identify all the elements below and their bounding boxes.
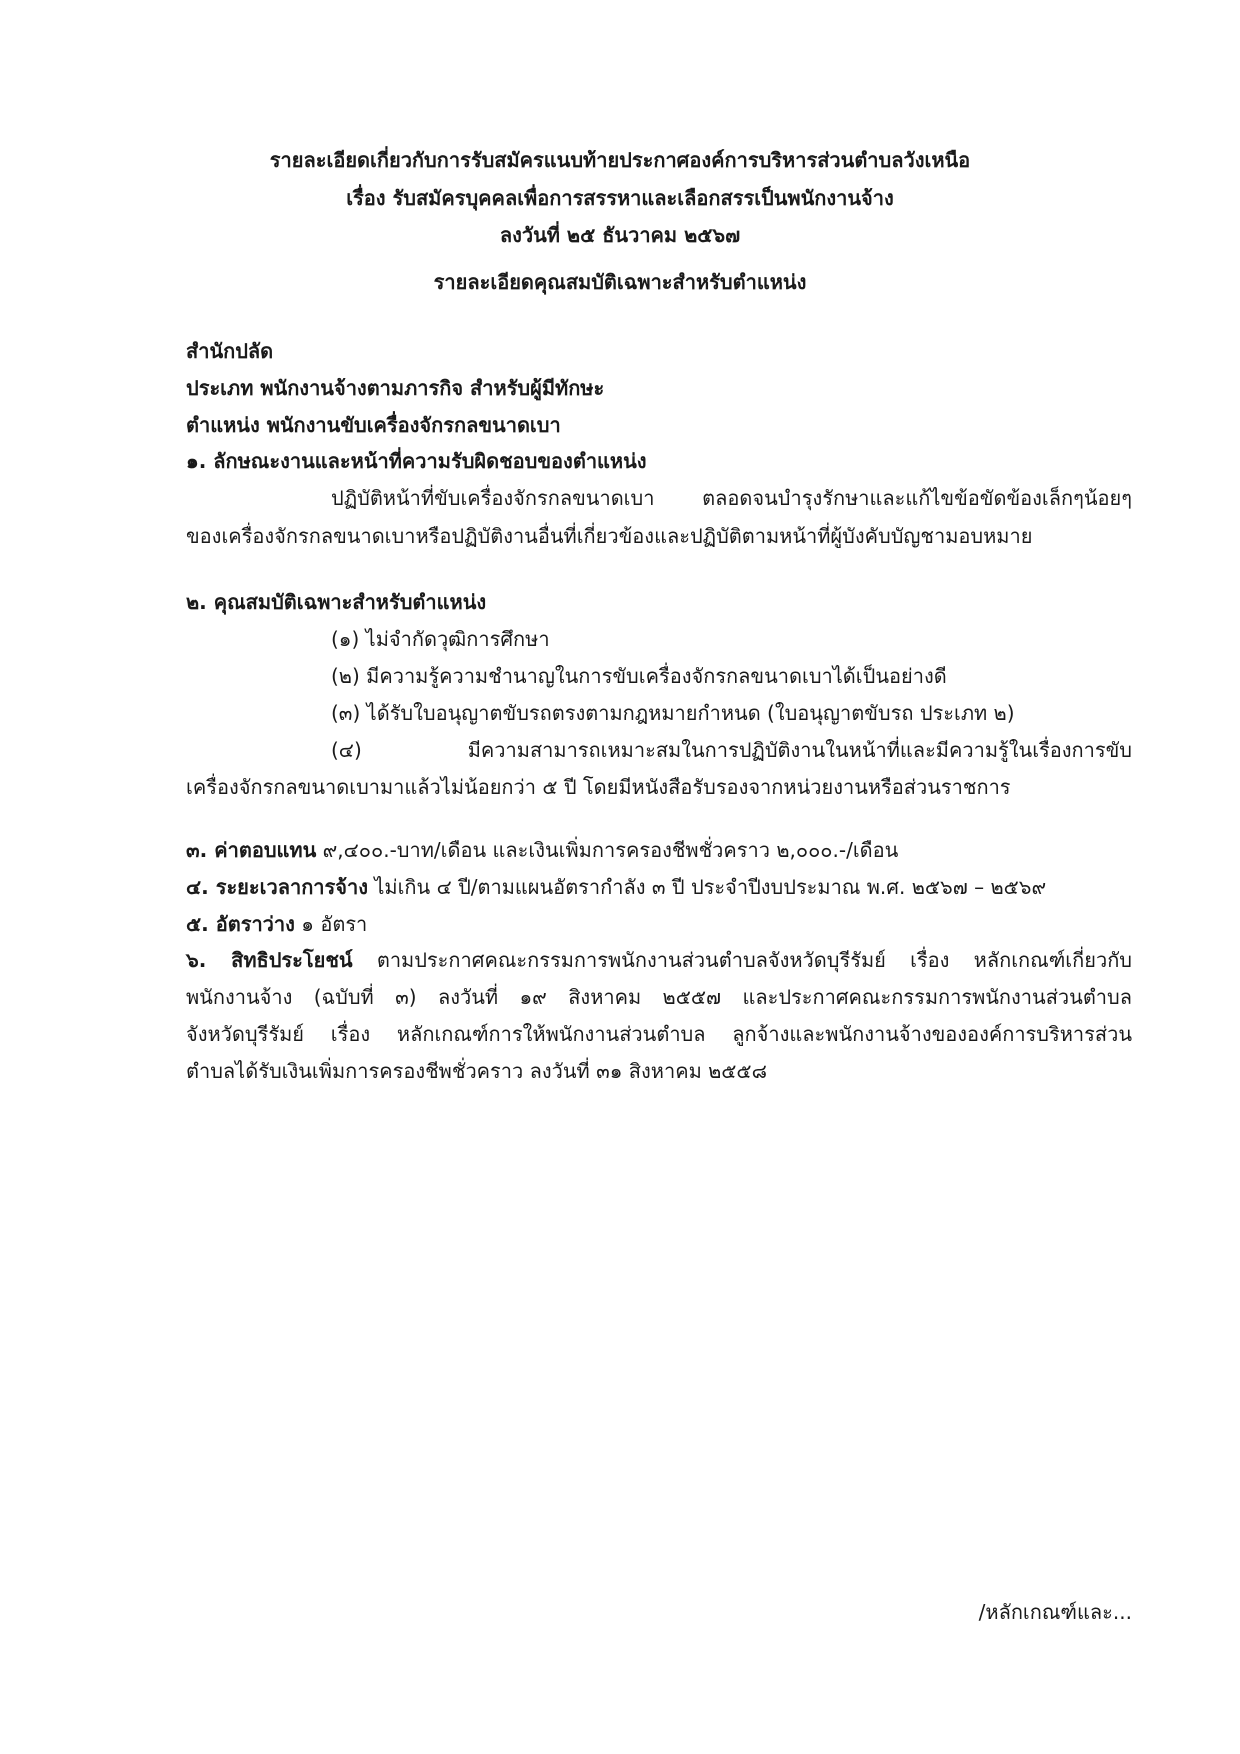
benefits-text-start: ตามประกาศคณะกรรมการพนักงานส่วนตำบลจังหวัดบุรีรัมย์ เรื่อง หลักเกณฑ์เกี่ยวกับ [352, 948, 1132, 972]
section-2-heading: ๒. คุณสมบัติเฉพาะสำหรับตำแหน่ง [186, 590, 487, 614]
qualification-item-4: (๔) มีความสามารถเหมาะสมในการปฏิบัติงานในหน้าที่และมีความรู้ในเรื่องการขับ [331, 738, 1132, 762]
benefits-line-2: พนักงานจ้าง (ฉบับที่ ๓) ลงวันที่ ๑๙ สิงหาคม ๒๕๕๗ และประกาศคณะกรรมการพนักงานส่วนตำบล [186, 985, 1132, 1009]
employment-period-value: ไม่เกิน ๔ ปี/ตามแผนอัตรากำลัง ๓ ปี ประจำปีงบประมาณ พ.ศ. ๒๕๖๗ – ๒๕๖๙ [368, 875, 1047, 899]
compensation-value: ๙,๔๐๐.-บาท/เดือน และเงินเพิ่มการครองชีพชั่วคราว ๒,๐๐๐.-/เดือน [316, 838, 899, 862]
compensation-label: ๓. ค่าตอบแทน [186, 838, 317, 862]
vacancy-label: ๕. อัตราว่าง [186, 912, 295, 936]
benefits-line-1 [186, 946, 1132, 974]
section-1-heading: ๑. ลักษณะงานและหน้าที่ความรับผิดชอบของตำแหน่ง [186, 449, 647, 473]
vacancy-value: ๑ อัตรา [294, 912, 368, 936]
qualification-item-3: (๓) ได้รับใบอนุญาตขับรถตรงตามกฎหมายกำหนด (ใบอนุญาตขับรถ ประเภท ๒) [331, 701, 1015, 725]
header-title-line-1: รายละเอียดเกี่ยวกับการรับสมัครแนบท้ายประกาศองค์การบริหารส่วนตำบลวังเหนือ [269, 148, 971, 172]
document-subtitle: รายละเอียดคุณสมบัติเฉพาะสำหรับตำแหน่ง [433, 270, 807, 294]
section-1-paragraph-line-1: ปฏิบัติหน้าที่ขับเครื่องจักรกลขนาดเบา ตลอดจนบำรุงรักษาและแก้ไขข้อขัดข้องเล็กๆน้อยๆ [331, 486, 1132, 510]
section-1-paragraph-line-2: ของเครื่องจักรกลขนาดเบาหรือปฏิบัติงานอื่นที่เกี่ยวข้องและปฏิบัติตามหน้าที่ผู้บังคับบัญชามอบหมาย [186, 524, 1033, 548]
employment-type-line: ประเภท พนักงานจ้างตามภารกิจ สำหรับผู้มีทักษะ [186, 376, 605, 400]
compensation-line [186, 836, 898, 864]
benefits-label: ๖. สิทธิประโยชน์ [186, 948, 353, 972]
office-name: สำนักปลัด [186, 339, 274, 363]
benefits-line-4: ตำบลได้รับเงินเพิ่มการครองชีพชั่วคราว ลงวันที่ ๓๑ สิงหาคม ๒๕๕๘ [186, 1059, 767, 1083]
benefits-line-3: จังหวัดบุรีรัมย์ เรื่อง หลักเกณฑ์การให้พนักงานส่วนตำบล ลูกจ้างและพนักงานจ้างขององค์การบริหารส่วน [186, 1022, 1132, 1046]
employment-period-line [186, 873, 1046, 901]
employment-period-label: ๔. ระยะเวลาการจ้าง [186, 875, 368, 899]
continuation-note: /หลักเกณฑ์และ... [978, 1600, 1132, 1624]
qualification-item-2: (๒) มีความรู้ความชำนาญในการขับเครื่องจักรกลขนาดเบาได้เป็นอย่างดี [331, 664, 947, 688]
header-date-line: ลงวันที่ ๒๕ ธันวาคม ๒๕๖๗ [499, 223, 741, 247]
header-title-line-2: เรื่อง รับสมัครบุคคลเพื่อการสรรหาและเลือกสรรเป็นพนักงานจ้าง [346, 186, 894, 210]
qualification-item-4-continuation: เครื่องจักรกลขนาดเบามาแล้วไม่น้อยกว่า ๕ ปี โดยมีหนังสือรับรองจากหน่วยงานหรือส่วนราชการ [186, 775, 1011, 799]
qualification-item-1: (๑) ไม่จำกัดวุฒิการศึกษา [331, 627, 550, 651]
position-title-line: ตำแหน่ง พนักงานขับเครื่องจักรกลขนาดเบา [186, 413, 561, 437]
vacancy-line [186, 910, 367, 938]
